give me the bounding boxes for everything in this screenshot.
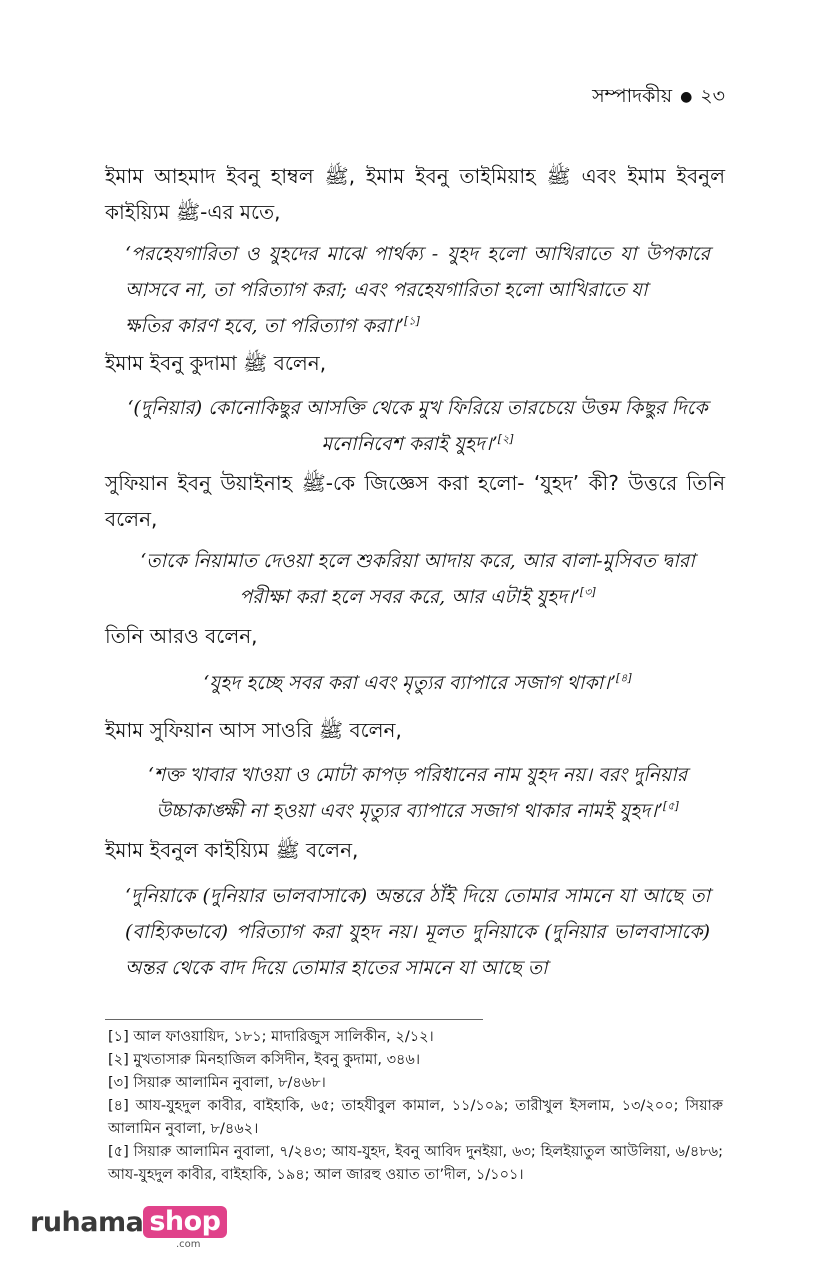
footnote-ref-1[interactable]: [১] xyxy=(404,314,420,328)
footnotes xyxy=(108,1026,723,1187)
quote-5-text: ‘শক্ত খাবার খাওয়া ও মোটা কাপড় পরিধানের নাম যুহদ নয়। বরং দুনিয়ার উচ্চাকাঙ্ক্ষী না হওয়া এবং মৃত্যুর ব্যাপারে সজাগ থাকার নামই যুহদ।’ xyxy=(147,764,688,822)
footnote-ref-4[interactable]: [৪] xyxy=(616,671,632,685)
quote-2-text: ‘(দুনিয়ার) কোনোকিছুর আসক্তি থেকে মুখ ফিরিয়ে তারচেয়ে উত্তম কিছুর দিকে মনোনিবেশ করাই যুহদ।’ xyxy=(127,397,708,455)
quote-4 xyxy=(125,665,710,701)
brand-name-left: ruhama xyxy=(30,1207,144,1238)
quote-3 xyxy=(125,543,710,615)
running-header xyxy=(592,82,725,114)
quote-3-text: ‘তাকে নিয়ামাত দেওয়া হলে শুকরিয়া আদায় করে, আর বালা-মুসিবত দ্বারা পরীক্ষা করা হলে সবর করে, আর এটাই যুহদ।’ xyxy=(140,550,695,608)
footnote-ref-5[interactable]: [৫] xyxy=(663,799,679,813)
quote-1-last: ক্ষতির কারণ হবে, তা পরিত্যাগ করা।’ xyxy=(125,315,405,337)
quote-6: ‘দুনিয়াকে (দুনিয়ার ভালবাসাকে) অন্তরে ঠাঁই দিয়ে তোমার সামনে যা আছে তা (বাহ্যিকভাবে) পরিত্যাগ করা যুহদ নয়। মূলত দুনিয়াকে (দুনিয়ার ভালবাসাকে) অন্তর থেকে বাদ দিয়ে তোমার হাতের সামনে যা আছে তা xyxy=(125,885,710,979)
quote-1 xyxy=(125,236,710,344)
paragraph-5: ইমাম সুফিয়ান আস সাওরি ﷺ বলেন, xyxy=(105,718,402,742)
footnote-divider xyxy=(105,1019,483,1020)
brand-domain: .com xyxy=(176,1239,201,1250)
paragraph-4: তিনি আরও বলেন, xyxy=(105,624,258,648)
quote-1-text: ‘পরহেযগারিতা ও যুহদের মাঝে পার্থক্য - যুহদ হলো আখিরাতে যা উপকারে আসবে না, তা পরিত্যাগ করা; এবং পরহেযগারিতা হলো আখিরাতে যা xyxy=(125,243,710,301)
paragraph-6: ইমাম ইবনুল কাইয়্যিম ﷺ বলেন, xyxy=(105,838,359,862)
paragraph-1: ইমাম আহমাদ ইবনু হাম্বল ﷺ, ইমাম ইবনু তাইমিয়াহ ﷺ এবং ইমাম ইবনুল কাইয়্যিম ﷺ-এর মতে, xyxy=(105,164,725,224)
paragraph-2: ইমাম ইবনু কুদামা ﷺ বলেন, xyxy=(105,351,327,375)
footnote-4: [৪] আয-যুহদুল কাবীর, বাইহাকি, ৬৫; তাহযীবুল কামাল, ১১/১০৯; তারীখুল ইসলাম, ১৩/২০০; সিয়ারু আলামিন নুবালা, ৮/৪৬২। xyxy=(108,1098,723,1137)
quote-5 xyxy=(125,757,710,829)
quote-2 xyxy=(125,390,710,462)
footnote-2: [২] মুখতাসারু মিনহাজিল কসিদীন, ইবনু কুদামা, ৩৪৬। xyxy=(108,1052,421,1068)
page-number: ২৩ xyxy=(700,85,725,107)
footnote-1: [১] আল ফাওয়ায়িদ, ১৮১; মাদারিজুস সালিকীন, ২/১২। xyxy=(108,1029,434,1045)
quote-4-text: ‘যুহদ হচ্ছে সবর করা এবং মৃত্যুর ব্যাপারে সজাগ থাকা।’ xyxy=(203,672,616,694)
quote-1-lastline xyxy=(125,308,710,344)
separator-dot: ● xyxy=(680,88,693,105)
brand-logo xyxy=(30,1206,227,1250)
footnote-5: [৫] সিয়ারু আলামিন নুবালা, ৭/২৪৩; আয-যুহদ, ইবনু আবিদ দুনইয়া, ৬৩; হিলইয়াতুল আউলিয়া, ৬/৪৮৬; আয-যুহদুল কাবীর, বাইহাকি, ১৯৪; আল জারহু ওয়াত তা’দীল, ১/১০১। xyxy=(108,1144,723,1183)
section-title: সম্পাদকীয় xyxy=(592,85,673,107)
footnote-3: [৩] সিয়ারু আলামিন নুবালা, ৮/৪৬৮। xyxy=(108,1075,326,1091)
paragraph-3: সুফিয়ান ইবনু উয়াইনাহ ﷺ-কে জিজ্ঞেস করা হলো- ‘যুহদ’ কী? উত্তরে তিনি বলেন, xyxy=(105,471,726,531)
footnote-ref-2[interactable]: [২] xyxy=(497,432,514,446)
brand-name-right: shop xyxy=(143,1206,226,1238)
footnote-ref-3[interactable]: [৩] xyxy=(579,585,596,599)
